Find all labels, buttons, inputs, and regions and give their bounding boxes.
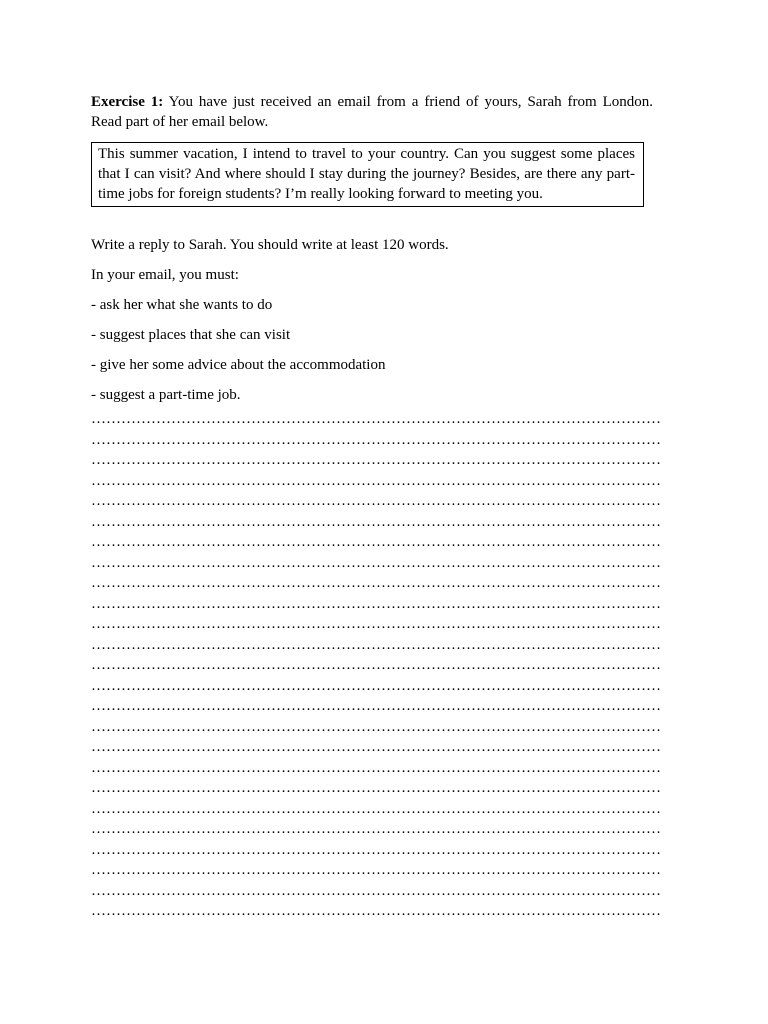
answer-line[interactable]: ……………………………………………………………………………………………………: [91, 739, 661, 755]
exercise-intro-text: You have just received an email from a friend of yours, Sarah from London. Read part of her email below.: [91, 94, 653, 130]
requirement-item: - give her some advice about the accommodation: [91, 357, 386, 373]
answer-line[interactable]: ……………………………………………………………………………………………………: [91, 472, 661, 489]
answer-line[interactable]: ……………………………………………………………………………………………………: [91, 616, 661, 632]
task-must-intro: In your email, you must:: [91, 267, 239, 283]
requirement-item: - ask her what she wants to do: [91, 297, 273, 313]
exercise-intro: [91, 92, 653, 132]
answer-line[interactable]: ……………………………………………………………………………………………………: [91, 677, 661, 694]
answer-line[interactable]: ……………………………………………………………………………………………………: [91, 862, 661, 878]
answer-line[interactable]: ……………………………………………………………………………………………………: [91, 575, 661, 591]
answer-line[interactable]: ……………………………………………………………………………………………………: [91, 636, 661, 653]
requirements-list: [91, 295, 653, 405]
answer-line[interactable]: ……………………………………………………………………………………………………: [91, 431, 661, 448]
worksheet-page: [91, 92, 661, 922]
requirement-item: - suggest places that she can visit: [91, 327, 291, 343]
answer-line[interactable]: ……………………………………………………………………………………………………: [91, 841, 661, 858]
email-excerpt-box: [91, 142, 644, 207]
answer-line[interactable]: ……………………………………………………………………………………………………: [91, 493, 661, 509]
answer-line[interactable]: ……………………………………………………………………………………………………: [91, 821, 661, 837]
answer-line[interactable]: ……………………………………………………………………………………………………: [91, 595, 661, 612]
answer-line[interactable]: ……………………………………………………………………………………………………: [91, 800, 661, 817]
answer-line[interactable]: ……………………………………………………………………………………………………: [91, 903, 661, 919]
answer-line[interactable]: ……………………………………………………………………………………………………: [91, 452, 661, 468]
answer-line[interactable]: ……………………………………………………………………………………………………: [91, 780, 661, 796]
answer-line[interactable]: ……………………………………………………………………………………………………: [91, 718, 661, 735]
answer-line[interactable]: ……………………………………………………………………………………………………: [91, 411, 661, 427]
answer-line[interactable]: ……………………………………………………………………………………………………: [91, 657, 661, 673]
answer-line[interactable]: ……………………………………………………………………………………………………: [91, 698, 661, 714]
answer-line[interactable]: ……………………………………………………………………………………………………: [91, 534, 661, 550]
answer-line[interactable]: ……………………………………………………………………………………………………: [91, 759, 661, 776]
answer-line[interactable]: ……………………………………………………………………………………………………: [91, 554, 661, 571]
exercise-label: Exercise 1:: [91, 94, 164, 110]
answer-line[interactable]: ……………………………………………………………………………………………………: [91, 882, 661, 899]
answer-lines[interactable]: [91, 409, 663, 922]
email-excerpt-text: This summer vacation, I intend to travel to your country. Can you suggest some places that I can visit? And where should I stay during the journey? Besides, are there any part-time jobs for foreign students? I’m really looking forward to meeting you.: [98, 146, 635, 202]
requirement-item: - suggest a part-time job.: [91, 387, 241, 403]
answer-line[interactable]: ……………………………………………………………………………………………………: [91, 513, 661, 530]
task-instruction: Write a reply to Sarah. You should write at least 120 words.: [91, 237, 449, 253]
